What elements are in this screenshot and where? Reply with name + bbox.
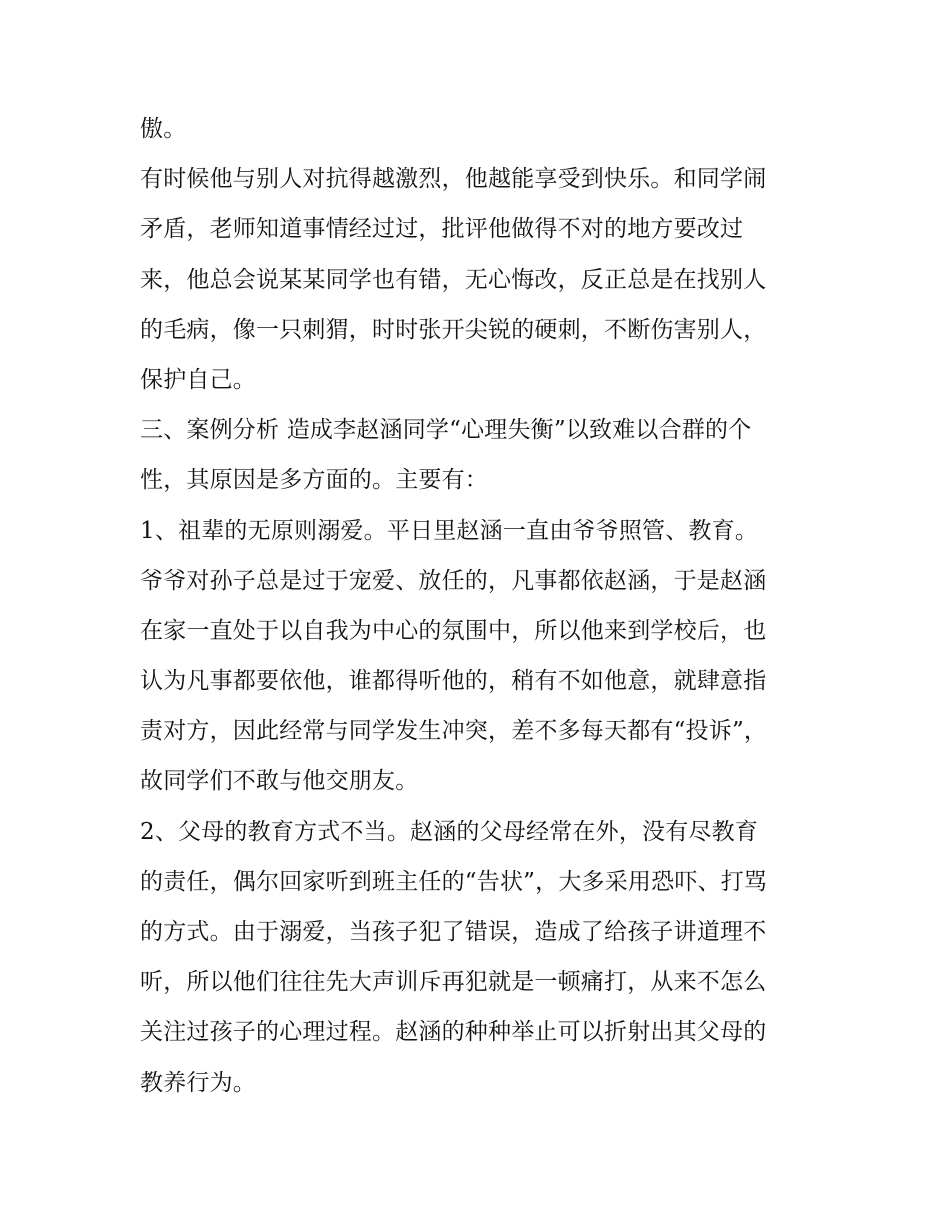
text-line: 听，所以他们往往先大声训斥再犯就是一顿痛打，从来不怎么 — [140, 969, 767, 996]
text-line: 有时候他与别人对抗得越激烈，他越能享受到快乐。和同学闹 — [140, 166, 767, 193]
text-line: 性，其原因是多方面的。主要有： — [140, 467, 488, 494]
document-body — [140, 104, 820, 1108]
text-line: 关注过孩子的心理过程。赵涵的种种举止可以折射出其父母的 — [140, 1019, 767, 1046]
text-line: 的毛病，像一只刺猬，时时张开尖锐的硬刺，不断伤害别人， — [140, 316, 767, 343]
text-line: 故同学们不敢与他交朋友。 — [140, 768, 419, 795]
text-line: 爷爷对孙子总是过于宠爱、放任的，凡事都依赵涵，于是赵涵 — [140, 567, 767, 594]
text-line: 的方式。由于溺爱，当孩子犯了错误，造成了给孩子讲道理不 — [140, 919, 767, 945]
text-line: 保护自己。 — [140, 366, 256, 393]
list-item-line: 2、父母的教育方式不当。赵涵的父母经常在外，没有尽教育 — [140, 818, 759, 845]
text-line: 傲。 — [140, 116, 187, 142]
section-heading-line: 三、案例分析 造成李赵涵同学“心理失衡”以致难以合群的个 — [140, 417, 752, 444]
list-item-line: 1、祖辈的无原则溺爱。平日里赵涵一直由爷爷照管、教育。 — [140, 517, 759, 544]
text-line: 教养行为。 — [140, 1069, 256, 1096]
text-line: 认为凡事都要依他，谁都得听他的，稍有不如他意，就肆意指 — [140, 668, 767, 695]
text-line: 责对方，因此经常与同学发生冲突，差不多每天都有“投诉”， — [140, 718, 768, 745]
text-line: 来，他总会说某某同学也有错，无心悔改，反正总是在找别人 — [140, 266, 767, 293]
text-line: 矛盾，老师知道事情经过过，批评他做得不对的地方要改过 — [140, 216, 744, 243]
text-line: 的责任，偶尔回家听到班主任的“告状”，大多采用恐吓、打骂 — [140, 868, 768, 895]
text-line: 在家一直处于以自我为中心的氛围中，所以他来到学校后，也 — [140, 617, 767, 644]
